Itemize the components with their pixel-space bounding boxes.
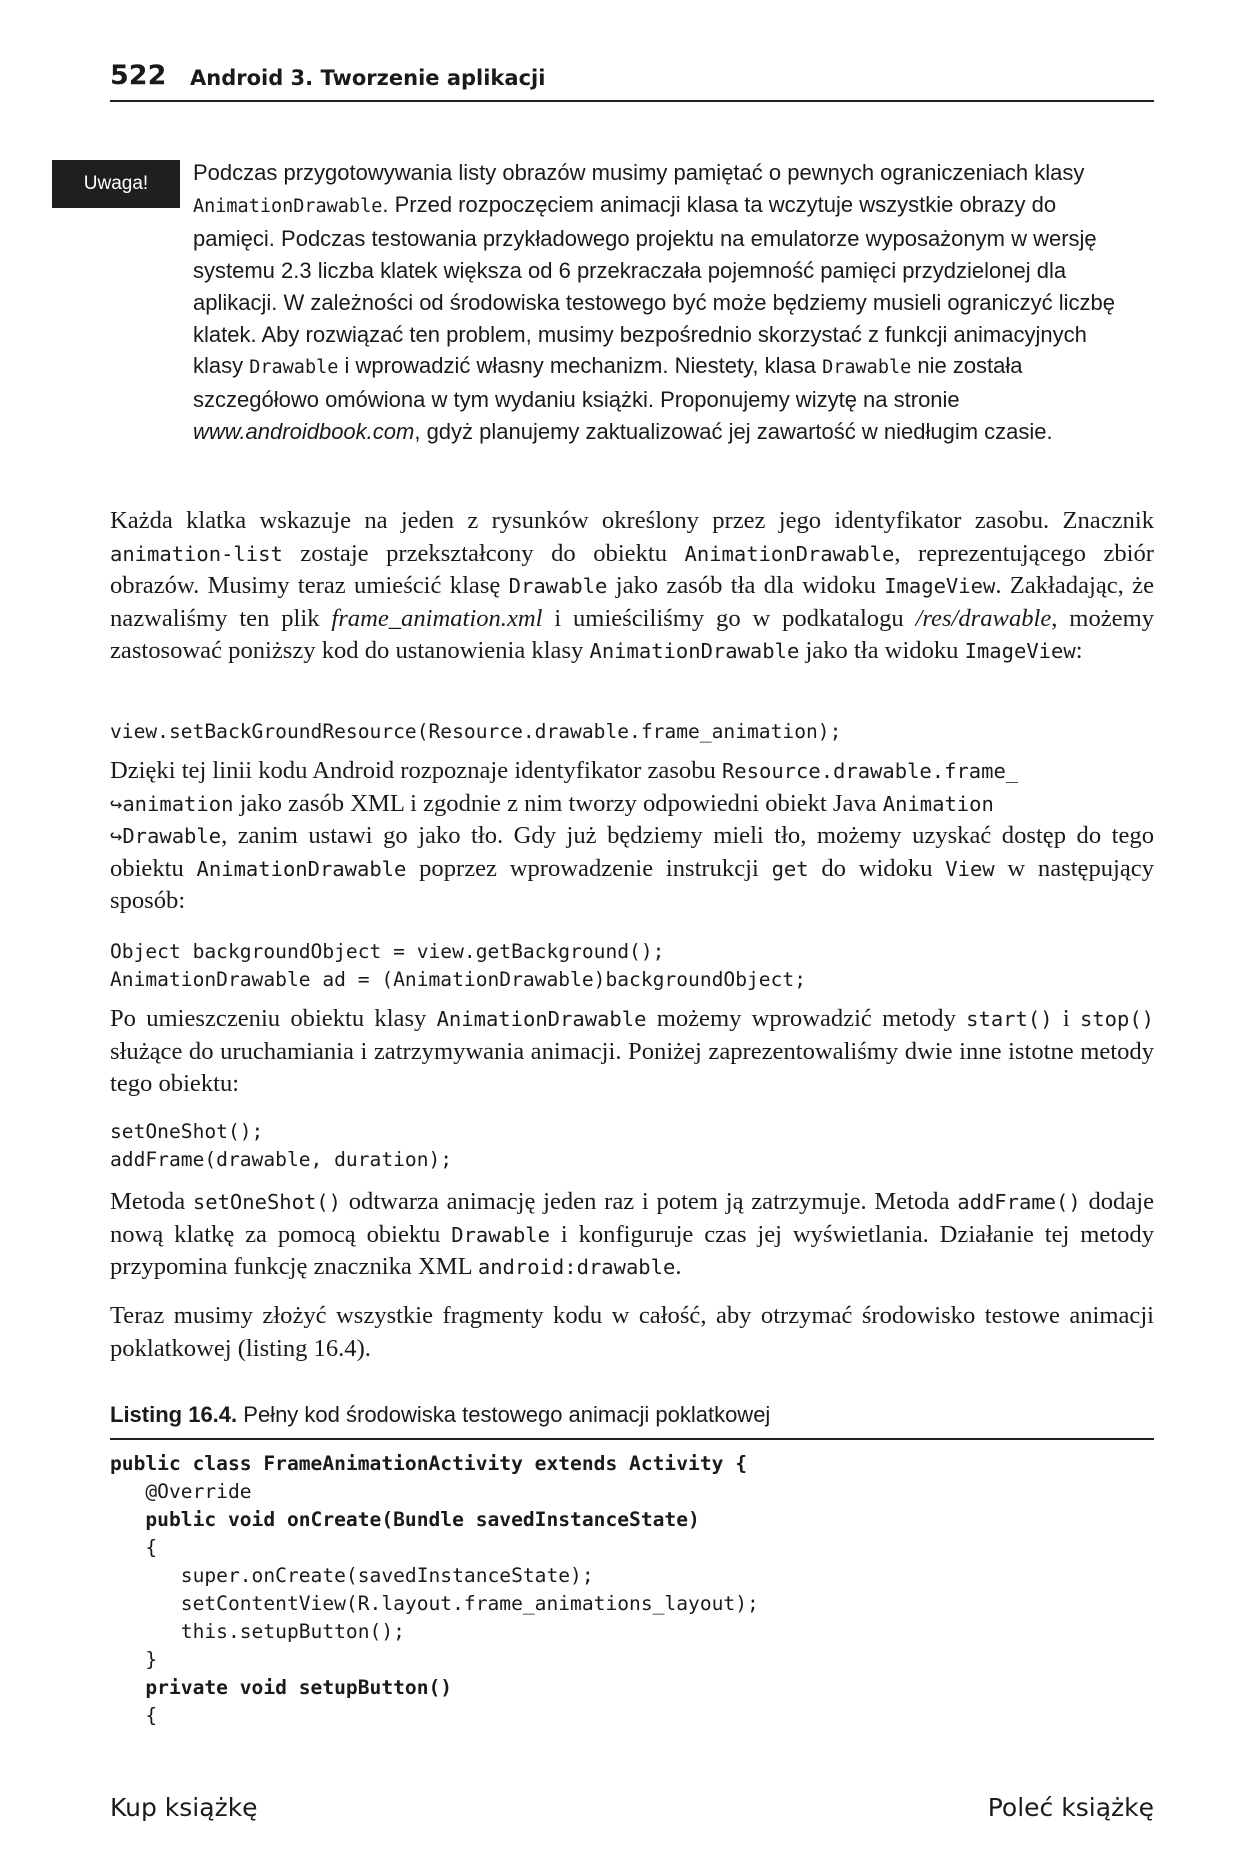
paragraph-4: Metoda setOneShot() odtwarza animację jeden raz i potem ją zatrzymuje. Metoda addFrame() dodaje nową klatkę za pomocą obiektu Drawable i konfiguruje czas jej wyświetlania. Działanie tej metody przypomina funkcję znacznika XML android:drawable.	[110, 1188, 1154, 1280]
note-badge: Uwaga!	[52, 160, 180, 208]
recommend-book-link[interactable]: Poleć książkę	[987, 1793, 1154, 1822]
code-block-3: setOneShot(); addFrame(drawable, duration);	[110, 1120, 453, 1171]
running-title: Android 3. Tworzenie aplikacji	[190, 66, 546, 90]
buy-book-link[interactable]: Kup książkę	[110, 1793, 258, 1822]
paragraph-2: Dzięki tej linii kodu Android rozpoznaje identyfikator zasobu Resource.drawable.frame_ ↪animation jako zasób XML i zgodnie z nim tworzy odpowiedni obiekt Java Animation ↪Drawable, zanim ustawi go jako tło. Gdy już będziemy mieli tło, możemy uzyskać dostęp do tego obiektu AnimationDrawable poprzez wprowadzenie instrukcji get do widoku View w następujący sposób:	[110, 757, 1155, 914]
page-header	[110, 56, 1154, 102]
paragraph-1: Każda klatka wskazuje na jeden z rysunków określony przez jego identyfikator zasobu. Znacznik animation-list zostaje przekształcony do obiektu AnimationDrawable, reprezentującego zbiór obrazów. Musimy teraz umieścić klasę Drawable jako zasób tła dla widoku ImageView. Zakładając, że nazwaliśmy ten plik frame_animation.xml i umieściliśmy go w podkatalogu /res/drawable, możemy zastosować poniższy kod do ustanowienia klasy AnimationDrawable jako tła widoku ImageView:	[110, 507, 1154, 664]
paragraph-3: Po umieszczeniu obiektu klasy AnimationDrawable możemy wprowadzić metody start() i stop() służące do uruchamiania i zatrzymywania animacji. Poniżej zaprezentowaliśmy dwie inne istotne metody tego obiektu:	[110, 1005, 1155, 1097]
paragraph-5: Teraz musimy złożyć wszystkie fragmenty kodu w całość, aby otrzymać środowisko testowe animacji poklatkowej (listing 16.4).	[110, 1302, 1154, 1362]
listing-code: public class FrameAnimationActivity extends Activity { @Override public void onCreate(Bundle savedInstanceState) { super.onCreate(savedInstanceState); setContentView(R.layout.frame_animations_layout); this.setupButton(); } private void setupButton() {	[110, 1452, 759, 1727]
link-text: www.androidbook.com	[193, 419, 415, 445]
listing-caption-text: Pełny kod środowiska testowego animacji poklatkowej	[237, 1402, 771, 1427]
listing-label: Listing 16.4.	[110, 1402, 238, 1427]
code-block-2: Object backgroundObject = view.getBackground(); AnimationDrawable ad = (AnimationDrawable)backgroundObject;	[110, 940, 806, 991]
page-number: 522	[110, 60, 167, 91]
note-text: Podczas przygotowywania listy obrazów musimy pamiętać o pewnych ograniczeniach klasy AnimationDrawable. Przed rozpoczęciem animacji klasa ta wczytuje wszystkie obrazy do pamięci. Podczas testowania przykładowego projektu na emulatorze wyposażonym w wersję systemu 2.3 liczba klatek większa od 6 przekraczała pojemność pamięci przydzielonej dla aplikacji. W zależności od środowiska testowego być może będziemy musieli ograniczyć liczbę klatek. Aby rozwiązać ten problem, musimy bezpośrednio skorzystać z funkcji animacyjnych klasy Drawable i wprowadzić własny mechanizm. Niestety, klasa Drawable nie została szczegółowo omówiona w tym wydaniu książki. Proponujemy wizytę na stronie www.androidbook.com, gdyż planujemy zaktualizować jej zawartość w niedługim czasie.	[193, 160, 1115, 445]
code-block-1: view.setBackGroundResource(Resource.drawable.frame_animation);	[110, 720, 842, 743]
listing-caption	[110, 1402, 1154, 1440]
